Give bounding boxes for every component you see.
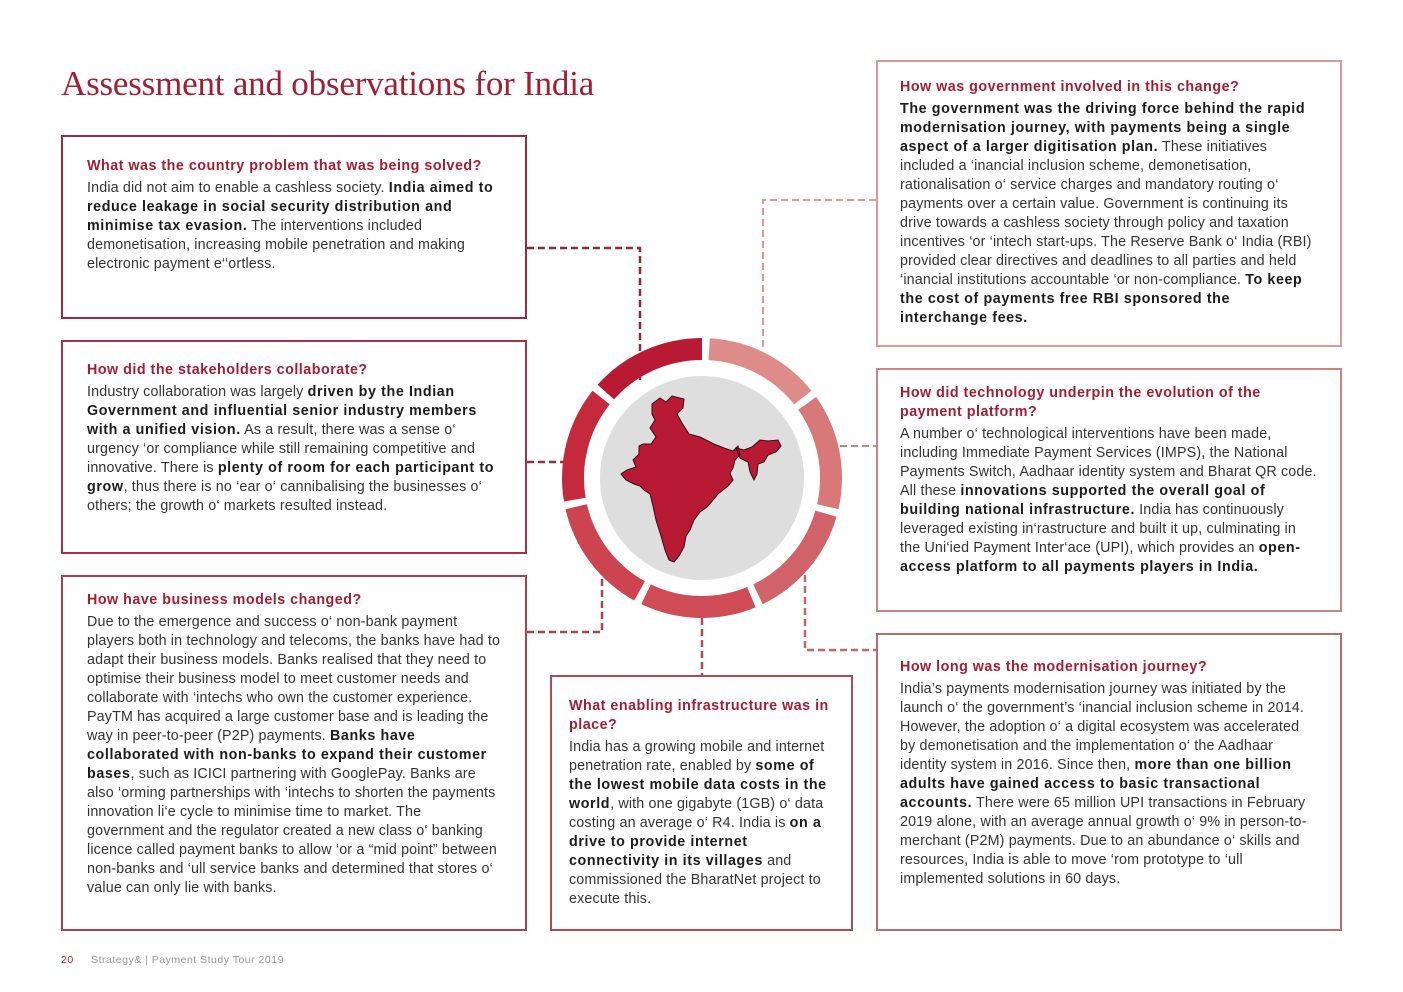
footer xyxy=(61,954,284,966)
text-run: There were 65 million UPI transactions in February 2019 alone, with an average annual growth o‘ 9% in person-to-merchant (P2M) payments. Due to an abundance o‘ skills and resources, India is able to move ‘rom prototype to ‘ull implemented solutions in 60 days. xyxy=(900,795,1307,887)
text-run: and commissioned the BharatNet project to execute this. xyxy=(569,853,821,907)
bold-text-run: plenty of room for each participant to grow xyxy=(87,460,495,495)
box-heading: How long was the modernisation journey? xyxy=(900,659,1208,675)
text-run: Industry collaboration was largely xyxy=(87,384,308,400)
bold-text-run: India aimed to reduce leakage in social security distribution and minimise tax evasion. xyxy=(87,180,494,234)
bold-text-run: some of the lowest mobile data costs in the world xyxy=(569,758,827,812)
box-heading: How have business models changed? xyxy=(87,592,362,608)
text-run: India’s payments modernisation journey was initiated by the launch o‘ the government’s ‘inancial inclusion scheme in 2014. However, the adoption o‘ a digital ecosystem was accelerated by demonetisation and the implementation o‘ the Aadhaar identity system in 2016. Since then, xyxy=(900,681,1305,773)
box-country-problem xyxy=(61,135,527,319)
bold-text-run: To keep the cost of payments free RBI sponsored the interchange fees. xyxy=(900,272,1303,326)
bold-text-run: on a drive to provide internet connectivity in its villages xyxy=(569,815,822,869)
box-body xyxy=(87,179,501,274)
text-run: India has a growing mobile and internet penetration rate, enabled by xyxy=(569,739,825,774)
box-heading: How did technology underpin the evolution of the payment platform? xyxy=(900,385,1261,420)
box-heading: What was the country problem that was being solved? xyxy=(87,158,482,174)
text-run: India did not aim to enable a cashless society. xyxy=(87,180,389,196)
box-heading: How did the stakeholders collaborate? xyxy=(87,362,368,378)
bold-text-run: The government was the driving force behind the rapid modernisation journey, with payments being a single aspect of a larger digitisation plan. xyxy=(900,101,1306,155)
box-modernisation-journey xyxy=(876,633,1342,931)
box-government-involvement xyxy=(876,60,1342,347)
text-run: , thus there is no ‘ear o‘ cannibalising the businesses o‘ others; the growth o‘ markets resulted instead. xyxy=(87,479,482,514)
text-run: India has continuously leveraged existing in‘rastructure and built it up, culminating in the Uni‘ied Payment Inter‘ace (UPI), which provides an xyxy=(900,502,1296,556)
page-number: 20 xyxy=(61,954,74,966)
bold-text-run: more than one billion adults have gained access to basic transactional accounts. xyxy=(900,757,1292,811)
text-run: As a result, there was a sense o‘ urgency ‘or compliance while still remaining competitive and innovative. There is xyxy=(87,422,476,476)
connector-journey xyxy=(805,575,876,650)
connector-business xyxy=(527,575,602,632)
box-body xyxy=(900,100,1318,328)
bold-text-run: Banks have collaborated with non-banks to expand their customer bases xyxy=(87,728,487,782)
box-enabling-infrastructure xyxy=(550,675,853,931)
bold-text-run: open-access platform to all payments players in India. xyxy=(900,540,1301,575)
box-body xyxy=(900,680,1318,889)
page-title: Assessment and observations for India xyxy=(61,64,595,103)
connector-problem xyxy=(527,248,640,380)
connector-government xyxy=(763,200,876,350)
text-run: A number o‘ technological interventions have been made, including Immediate Payment Services (IMPS), the National Payments Switch, Aadhaar identity system and Bharat QR code. All these xyxy=(900,426,1317,499)
text-run: The interventions included demonetisation, increasing mobile penetration and making electronic payment e‘‘ortless. xyxy=(87,218,465,272)
box-heading: What enabling infrastructure was in place? xyxy=(569,698,829,733)
text-run: Due to the emergence and success o‘ non-bank payment players both in technology and telecoms, the banks have had to adapt their business models. Banks realised that they need to optimise their business model to meet customer needs and collaborate with ‘intechs who own the customer experience. PayTM has acquired a large customer base and is leading the way in peer-to-peer (P2P) payments. xyxy=(87,614,501,744)
box-body xyxy=(569,738,834,909)
box-technology xyxy=(876,368,1342,612)
ring-segment xyxy=(798,397,842,509)
text-run: , with one gigabyte (1GB) o‘ data costing an average o‘ R4. India is xyxy=(569,796,824,831)
text-run: These initiatives included a ‘inancial inclusion scheme, demonetisation, rationalisation o‘ service charges and mandatory routing o‘ payments over a certain value. Government is continuing its drive towards a cashless society through policy and taxation incentives ‘or ‘intech start-ups. The Reserve Bank o‘ India (RBI) provided clear directives and deadlines to all parties and held ‘inancial institutions accountable ‘or non-compliance. xyxy=(900,139,1312,288)
ring-segment xyxy=(641,584,755,618)
box-body xyxy=(87,383,501,516)
box-business-models xyxy=(61,575,527,931)
text-run: , such as ICICI partnering with GooglePay. Banks are also ‘orming partnerships with ‘intechs to shorten the payments innovation li‘e cycle to minimise time to market. The government and the regulator created a new class o‘ banking licence called payment banks to allow ‘or a “mid point” between non-banks and ‘ull service banks and determined that stores o‘ value can only lie with banks. xyxy=(87,766,497,896)
box-body xyxy=(87,613,501,898)
box-body xyxy=(900,425,1318,577)
footer-text: Strategy& | Payment Study Tour 2019 xyxy=(91,954,284,966)
bold-text-run: innovations supported the overall goal of building national infrastructure. xyxy=(900,483,1266,518)
box-heading: How was government involved in this change? xyxy=(900,79,1240,95)
box-stakeholders xyxy=(61,340,527,554)
bold-text-run: driven by the Indian Government and influential senior industry members with a unified vision. xyxy=(87,384,477,438)
